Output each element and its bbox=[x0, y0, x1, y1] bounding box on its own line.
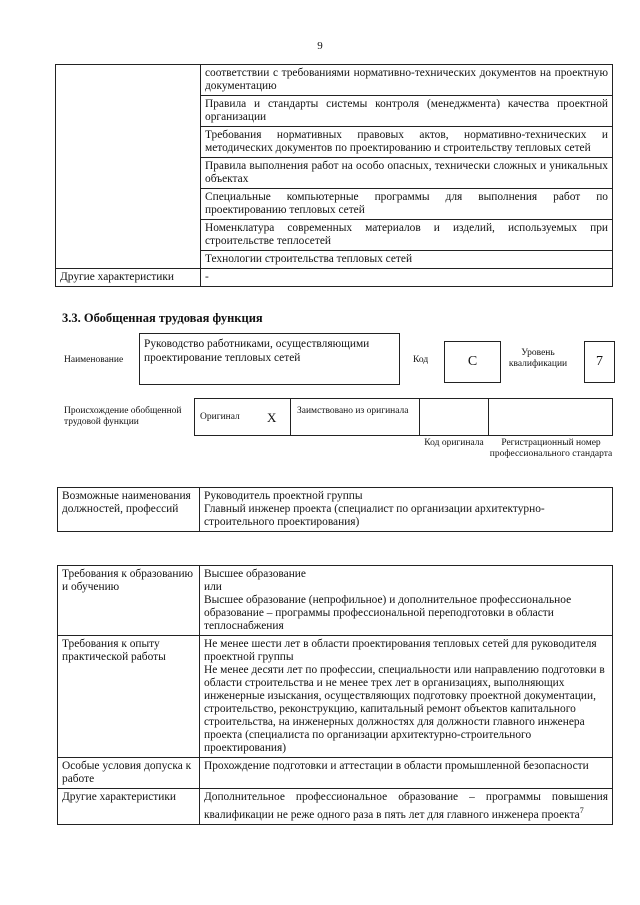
table-cell: Специальные компьютерные программы для выполнения работ по проектированию тепловых сетей bbox=[201, 189, 613, 220]
borrowed-label: Заимствовано из оригинала bbox=[297, 406, 409, 416]
education-line: Высшее образование bbox=[204, 568, 306, 580]
special-conditions-value: Прохождение подготовки и аттестации в области промышленной безопасности bbox=[200, 758, 613, 789]
table-cell-empty bbox=[56, 65, 201, 269]
experience-line: Не менее десяти лет по профессии, специальности или направлению подготовки в области строительства и не менее трех лет в организациях, выполняющих инженерные изыскания, осуществляющих подготовку проектной документации, строительство, реконструкцию, капитальный ремонт объектов капитального строительства, на инженерных должностях для должности главного инженера проекта (специалиста по организации архитектурно-строительного проектирования) bbox=[204, 664, 605, 754]
origin-label: Происхождение обобщенной трудовой функции bbox=[64, 406, 182, 427]
section-title: 3.3. Обобщенная трудовая функция bbox=[62, 311, 263, 325]
education-line: или bbox=[204, 581, 222, 593]
table-cell: соответствии с требованиями нормативно-технических документов на проектную документацию bbox=[201, 65, 613, 96]
table-row bbox=[58, 488, 613, 532]
code-label: Код bbox=[413, 355, 429, 365]
positions-label: Возможные наименования должностей, профессий bbox=[58, 488, 200, 532]
other-characteristics-label: Другие характеристики bbox=[58, 789, 200, 825]
table-row bbox=[58, 566, 613, 636]
positions-table bbox=[57, 487, 613, 532]
table-cell: Правила выполнения работ на особо опасных, технически сложных и уникальных объектах bbox=[201, 158, 613, 189]
experience-line: Не менее шести лет в области проектирования тепловых сетей для руководителя проектной группы bbox=[204, 638, 597, 663]
table-cell: Номенклатура современных материалов и изделий, используемых при строительстве теплосетей bbox=[201, 220, 613, 251]
table-row bbox=[56, 65, 613, 96]
table-row bbox=[58, 758, 613, 789]
table-cell: Требования нормативных правовых актов, нормативно-технических и методических документов по проектированию и строительству тепловых сетей bbox=[201, 127, 613, 158]
original-cell bbox=[194, 398, 291, 436]
table-cell: Правила и стандарты системы контроля (менеджмента) качества проектной организации bbox=[201, 96, 613, 127]
special-conditions-label: Особые условия допуска к работе bbox=[58, 758, 200, 789]
original-mark: X bbox=[267, 410, 277, 425]
experience-value bbox=[200, 636, 613, 758]
table-row bbox=[58, 636, 613, 758]
borrowed-cell bbox=[290, 398, 420, 436]
code-value: C bbox=[444, 341, 501, 383]
knowledge-table bbox=[55, 64, 613, 287]
name-label: Наименование bbox=[64, 355, 124, 365]
function-name: Руководство работниками, осуществляющими проектирование тепловых сетей bbox=[139, 333, 400, 385]
other-characteristics-value: - bbox=[201, 269, 613, 287]
position-line: Главный инженер проекта (специалист по организации архитектурно-строительного проектирования) bbox=[204, 503, 545, 528]
education-value bbox=[200, 566, 613, 636]
position-line: Руководитель проектной группы bbox=[204, 490, 363, 502]
other-characteristics-label: Другие характеристики bbox=[56, 269, 201, 287]
other-characteristics-text: Дополнительное профессиональное образование – программы повышения квалификации не реже одного раза в пять лет для главного инженера проекта bbox=[204, 791, 608, 821]
code-original-cell bbox=[419, 398, 489, 436]
table-row bbox=[58, 789, 613, 825]
reg-number-caption: Регистрационный номер профессионального стандарта bbox=[489, 438, 613, 459]
level-label: Уровень квалификации bbox=[508, 348, 568, 369]
page-number: 9 bbox=[317, 40, 323, 52]
level-value: 7 bbox=[584, 341, 615, 383]
original-label: Оригинал bbox=[200, 412, 240, 422]
code-original-caption: Код оригинала bbox=[424, 438, 484, 448]
table-row bbox=[56, 269, 613, 287]
other-characteristics-value bbox=[200, 789, 613, 825]
table-cell: Технологии строительства тепловых сетей bbox=[201, 251, 613, 269]
positions-value bbox=[200, 488, 613, 532]
reg-number-cell bbox=[488, 398, 613, 436]
experience-label: Требования к опыту практической работы bbox=[58, 636, 200, 758]
education-label: Требования к образованию и обучению bbox=[58, 566, 200, 636]
education-line: Высшее образование (непрофильное) и дополнительное профессиональное образование – программы профессиональной переподготовки в области теплоснабжения bbox=[204, 594, 572, 632]
footnote-ref: 7 bbox=[579, 806, 584, 815]
origin-grid bbox=[194, 398, 613, 436]
requirements-table bbox=[57, 565, 613, 825]
